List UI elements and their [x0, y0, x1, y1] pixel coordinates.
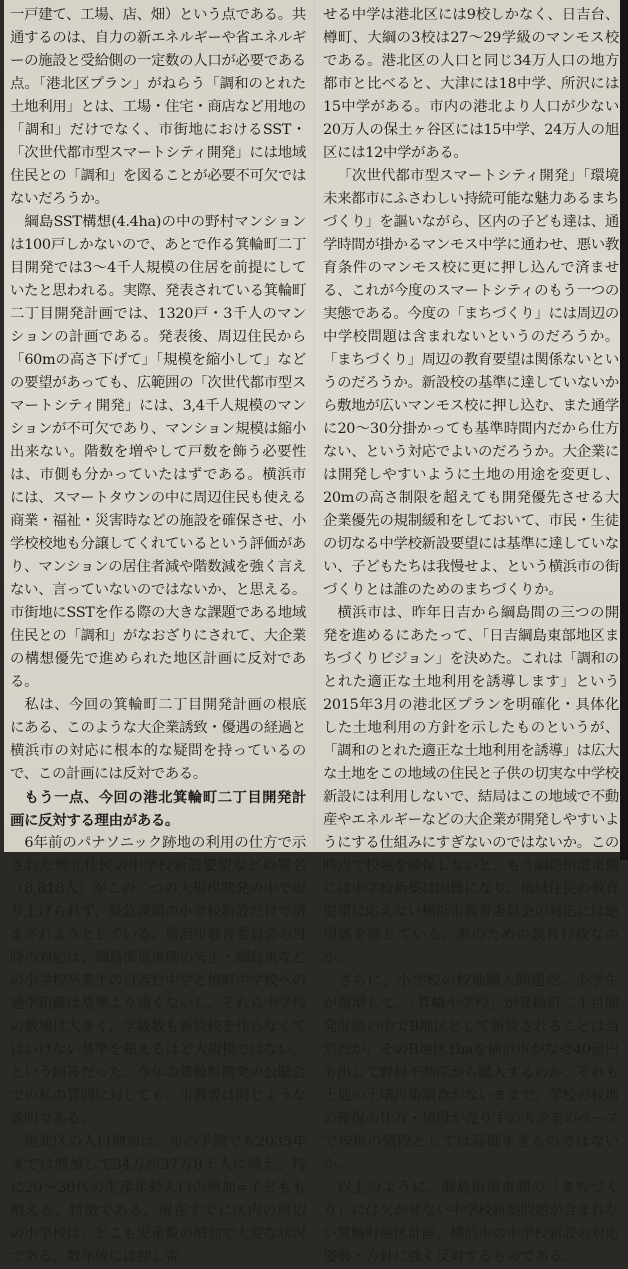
newspaper-clipping	[4, 0, 622, 1265]
paragraph: 「次世代都市型スマートシティ開発」「環境未来都市にふさわしい持続可能な魅力あるまちづくり」を謳いながら、区内の子ども達は、通学時間が掛かるマンモス中学に通わせ、悪い教育条件のマンモス校に更に押し込んで済ませる、これが今度のスマートシティのもう一つの実態である。今度の「まちづくり」には周辺の中学校問題は含まれないというのだろうか。「まちづくり」周辺の教育要望は関係ないというのだろうか。新設校の基準に達していないから敷地が広いマンモス校に押し込む、また通学に20～30分掛かっても基準時間内だから仕方ない、という対応でよいのだろうか。大企業には開発しやすいように土地の用途を変更し、20mの高さ制限を超えても開発優先させる大企業優先の規制緩和をしておいて、市民・生徒の切なる中学校新設要望には基準に達していない、子どもたちは我慢せよ、という横浜市の街づくりとは誰のためのまちづくりか。	[323, 168, 619, 598]
paragraph: 横浜市は、昨年日吉から綱島間の三つの開発を進めるにあたって、「日吉綱島東部地区まちづくりビジョン」を決めた。これは「調和のとれた適正な土地利用を誘導します」という2015年3月の港北区プランを明確化・具体化した土地利用の方針を示したものというが、「調和のとれた適正な土地利用を誘導」は広大な土地をこの地域の住民と子供の切実な中学校新設には利用しないで、結局はこの地域で不動産やエネルギーなどの大企業が開発しやすいようにする仕組みにすぎないのではないか。この時点で校地を確保しないと、もう綱島街道東側には中学校新築は困難になり、地域住民の教育要望に応えない横浜市教育委員会の対応には絶望感を感じている。誰のための教育行政なのか。	[323, 605, 619, 966]
paragraph: さらに、小学校の校地購入問題だ。小学生が激増して、「箕輪小学校」が箕輪町二丁目開発計画の中でB地区として新設されることは当然だが、そのB地区1haを横浜市がなぜ40億円も出して野村不動産から購入するのか、それも土地の土壌汚染調査がないままで。学校の校地の確保の仕方・値段が売り手の大企業のペースで校地の値段としては高価すぎるのではないか。	[323, 973, 619, 1173]
paragraph: 綱島SST構想(4.4ha)の中の野村マンションは100戸しかないので、あとで作る箕輪町二丁目開発では3～4千人規模の住居を前提にしていたと思われる。実際、発表されている箕輪町二丁目開発計画では、1320戸・3千人のマンションの計画である。発表後、周辺住民から「60mの高さ下げて」「規模を縮小して」などの要望があっても、広範囲の「次世代都市型スマートシティ開発」には、3,4千人規模のマンションが不可欠であり、マンション規模は縮小出来ない。階数を増やして戸数を飾う必要性は、市側も分かっていたはずである。横浜市には、スマートタウンの中に周辺住民も使える商業・福祉・災害時などの施設を確保させ、小学校校地も分譲してくれているという評価があり、マンションの居住者減や階数減を強く言えない、言っていないのではないか、と思える。市街地にSSTを作る際の大きな課題である地域住民との「調和」がなおざりにされて、大企業の構想優先で進められた地区計画に反対である。	[10, 214, 306, 690]
left-column	[10, 4, 306, 1265]
paragraph: 6年前のパナソニック跡地の利用の仕方で示された地元住民の中学校新設要望などの署名（8,818人）がこの二つの大規模開発の中で取り上げられず、緊急課題の小学校新設だけで済まされようとしている。横浜市教育委員会の当時の対応は、綱島街道東側の矢上・綱島東などの小学校卒業生の日吉台中学と樽町中学校への通学距離は基準より遠くないし、それら中学校の敷地は大きく、学級数も新設校を作らなくてはいけない基準を超えるほど大規模ではない、という回答だった。今年の箕輪町開発の公聴会での私の質問に対しても、市教委は同じような説明である。	[10, 835, 306, 1127]
paragraph: せる中学は港北区には9校しかなく、日吉台、樽町、大綱の3校は27～29学級のマンモス校である。港北区の人口と同じ34万人口の地方都市と比べると、大津には18中学、所沢には15中学がある。市内の港北より人口が少ない20万人の保土ヶ谷区には15中学、24万人の旭区には12中学がある。	[323, 7, 619, 161]
paragraph: 以上のように、綱島街道東側の「まちづくり」には欠かせない中学校新築問題が含まれない箕輪町地区計画、横浜市の中学校新設の対応姿勢・方針に強く反対するものである。	[323, 1180, 619, 1265]
paragraph: 私は、今回の箕輪町二丁目開発計画の根底にある、このような大企業誘致・優遇の経過と横浜市の対応に根本的な疑問を持っているので、この計画には反対である。	[10, 697, 306, 782]
column-gutter	[314, 0, 315, 852]
paragraph: 港北区の人口増加は、市の予測でも2035年までは増加して34万が37万8千人に増え、特に20～30代の生産年齢人口の増加=子どもも増える、特徴である。現在すでに区内の周辺の小学校は、どこも児童数の増加で大変な状況である。数年後には押し寄	[10, 1134, 306, 1265]
subheading-paragraph: もう一点、今回の港北箕輪町二丁目開発計画に反対する理由がある。	[10, 789, 306, 829]
paragraph: 一戸建て、工場、店、畑）という点である。共通するのは、自力の新エネルギーや省エネルギーの施設と受給側の一定数の人口が必要である点。「港北区プラン」がねらう「調和のとれた土地利用」とは、工場・住宅・商店など用地の「調和」だけでなく、市街地におけるSST・「次世代都市型スマートシティ開発」には地域住民との「調和」を図ることが必要不可欠ではないだろうか。	[10, 7, 306, 207]
right-column	[323, 4, 619, 1265]
page-edge-shadow	[620, 0, 628, 860]
